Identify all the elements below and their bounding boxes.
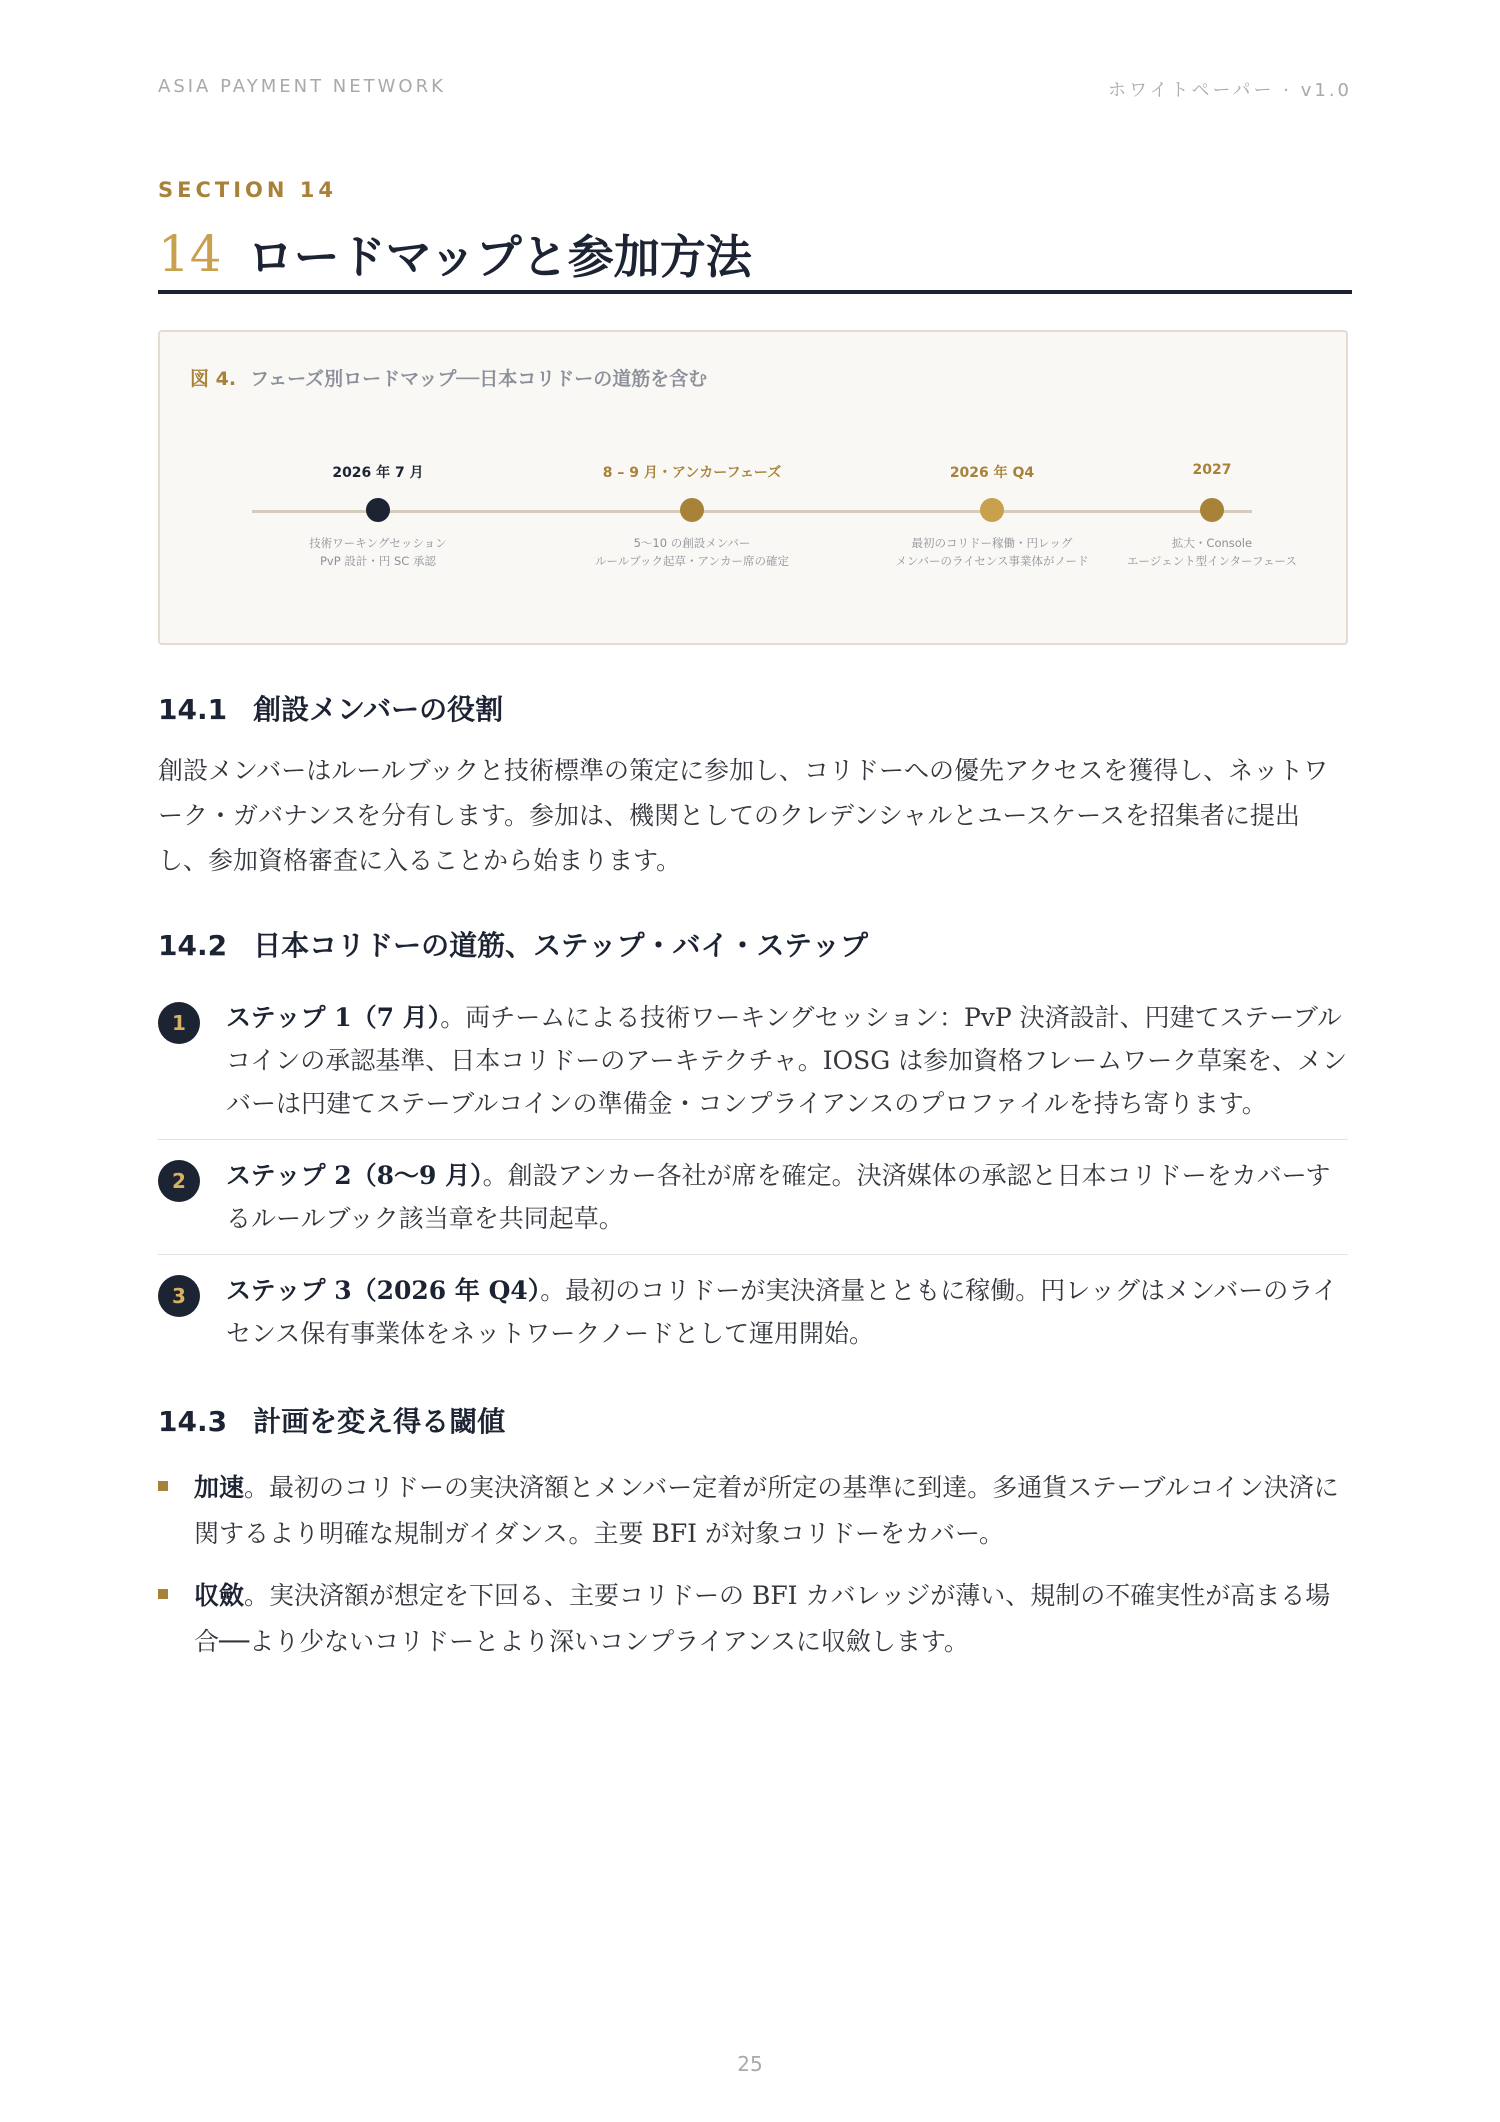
step-text: ステップ 2（8〜9 月）。創設アンカー各社が席を確定。決済媒体の承認と日本コリドーをカバーするルールブック該当章を共同起草。 bbox=[226, 1161, 1331, 1233]
phase-2-desc: 5〜10 の創設メンバー ルールブック起草・アンカー席の確定 bbox=[594, 536, 789, 568]
phase-2-dot bbox=[680, 498, 704, 522]
phase-3-title: 2026 年 Q4 bbox=[949, 465, 1035, 481]
section-title-text: ロードマップと参加方法 bbox=[247, 230, 752, 284]
step-text: ステップ 3（2026 年 Q4）。最初のコリドーが実決済量とともに稼働。円レッグはメンバーのライセンス保有事業体をネットワークノードとして運用開始。 bbox=[226, 1276, 1338, 1348]
phase-1-desc: 技術ワーキングセッション PvP 設計・円 SC 承認 bbox=[309, 536, 447, 568]
list-item bbox=[158, 1465, 1348, 1557]
step-number-badge: 1 bbox=[158, 1002, 200, 1044]
subsection-14-1-heading: 14.1 創設メンバーの役割 bbox=[158, 693, 504, 726]
step-text: ステップ 1（7 月）。両チームによる技術ワーキングセッション：PvP 決済設計、円建てステーブルコインの承認基準、日本コリドーのアーキテクチャ。IOSG は参加資格フレームワーク草案を、メンバーは円建てステーブルコインの準備金・コンプライアンスのプロファイルを持ち寄ります。 bbox=[226, 1003, 1348, 1118]
phase-1 bbox=[248, 462, 508, 570]
bullet-marker bbox=[158, 1589, 168, 1599]
phase-4 bbox=[1082, 462, 1342, 570]
step-number-badge: 3 bbox=[158, 1275, 200, 1317]
subsection-14-1-body: 創設メンバーはルールブックと技術標準の策定に参加し、コリドーへの優先アクセスを獲得し、ネットワーク・ガバナンスを分有します。参加は、機関としてのクレデンシャルとユースケースを招集者に提出し、参加資格審査に入ることから始まります。 bbox=[158, 756, 1329, 875]
phase-2-title: 8 – 9 月・アンカーフェーズ bbox=[602, 465, 782, 481]
bullet-text: 加速。最初のコリドーの実決済額とメンバー定着が所定の基準に到達。多通貨ステーブルコイン決済に関するより明確な規制ガイダンス。主要 BFI が対象コリドーをカバー。 bbox=[194, 1473, 1339, 1548]
phase-4-dot bbox=[1200, 498, 1224, 522]
section-number: 14 bbox=[158, 225, 222, 283]
step-list bbox=[158, 992, 1348, 1379]
section-title bbox=[158, 218, 1352, 294]
phase-3-dot bbox=[980, 498, 1004, 522]
header-doc-version: ホワイトペーパー · v1.0 bbox=[1107, 80, 1352, 101]
subsection-14-2-heading: 14.2 日本コリドーの道筋、ステップ・バイ・ステップ bbox=[158, 929, 868, 962]
phase-3-desc: 最初のコリドー稼働・円レッグ メンバーのライセンス事業体がノード bbox=[895, 536, 1089, 568]
roadmap-timeline bbox=[160, 332, 1350, 647]
threshold-list bbox=[158, 1465, 1348, 1681]
bullet-marker bbox=[158, 1481, 168, 1491]
phase-1-title: 2026 年 7 月 bbox=[332, 465, 424, 481]
section-kicker: SECTION 14 bbox=[158, 178, 337, 202]
header-publisher: ASIA PAYMENT NETWORK bbox=[158, 76, 446, 97]
bullet-text: 収斂。実決済額が想定を下回る、主要コリドーの BFI カバレッジが薄い、規制の不確実性が高まる場合──より少ないコリドーとより深いコンプライアンスに収斂します。 bbox=[194, 1581, 1331, 1656]
page-number: 25 bbox=[737, 2052, 763, 2076]
step-number-badge: 2 bbox=[158, 1160, 200, 1202]
phase-2 bbox=[562, 462, 822, 570]
roadmap-figure bbox=[158, 330, 1348, 645]
list-item bbox=[158, 1265, 1348, 1369]
running-header bbox=[158, 76, 1352, 102]
phase-4-title: 2027 bbox=[1192, 462, 1232, 478]
subsection-14-3-heading: 14.3 計画を変え得る閾値 bbox=[158, 1405, 506, 1438]
list-item bbox=[158, 1573, 1348, 1665]
figure-caption-text: フェーズ別ロードマップ──日本コリドーの道筋を含む bbox=[250, 368, 708, 390]
figure-label: 図 4. bbox=[190, 368, 237, 390]
list-item bbox=[158, 1150, 1348, 1255]
list-item bbox=[158, 992, 1348, 1140]
phase-1-dot bbox=[366, 498, 390, 522]
phase-4-desc: 拡大・Console エージェント型インターフェース bbox=[1127, 536, 1297, 568]
